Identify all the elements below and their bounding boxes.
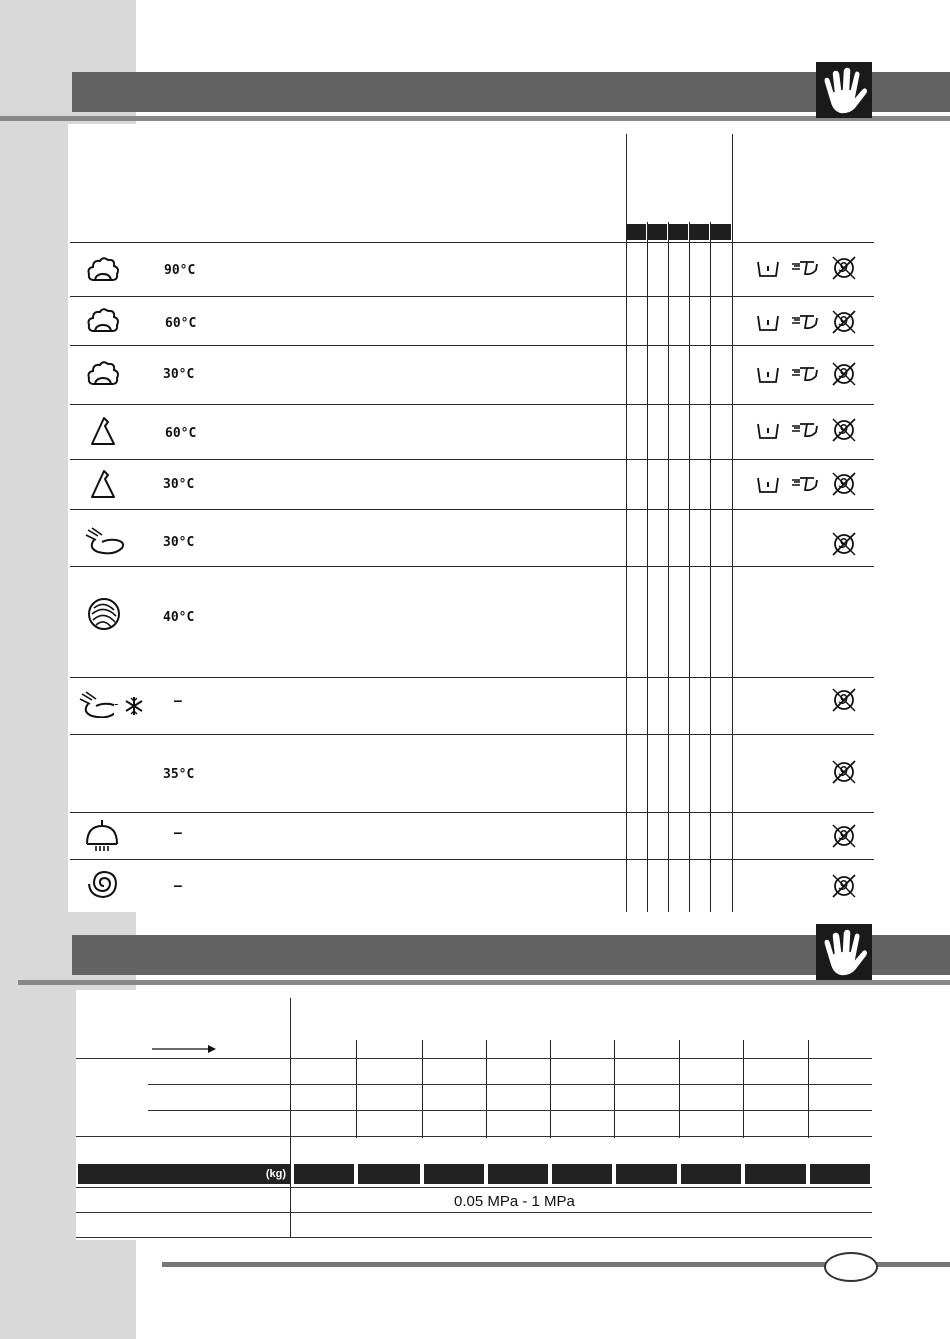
softener-icon [790,258,820,280]
no-spin-icon [832,256,856,280]
delicate-icon [84,526,128,558]
softener-icon [790,420,820,442]
cotton-icon [86,305,122,337]
no-spin-icon [832,874,856,898]
prewash-icon [756,364,780,386]
prewash-icon [756,474,780,496]
program-temperature: – [174,694,182,709]
no-spin-icon [832,824,856,848]
no-spin-icon [832,472,856,496]
program-temperature: 35°C [163,767,195,782]
no-spin-icon [832,310,856,334]
cotton-icon [86,254,122,286]
column-header-block [627,224,646,240]
page-number-badge [824,1252,878,1282]
spin-icon [86,866,122,902]
prewash-icon [756,312,780,334]
cotton-icon [86,358,122,390]
no-spin-icon [832,532,856,556]
column-header-block [711,224,731,240]
rinse-icon [84,818,120,854]
program-temperature: 30°C [163,535,195,550]
delicate-icon [78,690,114,718]
synthetic-icon [88,467,118,501]
program-temperature: 90°C [164,263,196,278]
softener-icon [790,312,820,334]
column-header-block [669,224,688,240]
header-rule [18,980,950,985]
column-header-block [648,224,667,240]
program-temperature: – [174,879,182,894]
prewash-icon [756,258,780,280]
no-spin-icon [832,418,856,442]
water-pressure-value: 0.05 MPa - 1 MPa [454,1193,575,1210]
arrow-right-icon [152,1044,218,1054]
program-temperature: 40°C [163,610,195,625]
hand-icon [816,924,872,980]
no-spin-icon [832,688,856,712]
no-spin-icon [832,760,856,784]
program-temperature: 60°C [165,426,197,441]
prewash-icon [756,420,780,442]
column-header-block [690,224,709,240]
program-temperature: 30°C [163,367,195,382]
program-temperature: 60°C [165,316,197,331]
program-temperature: – [174,826,182,841]
wool-icon [86,596,122,632]
header-rule [0,116,950,121]
program-temperature: 30°C [163,477,195,492]
hand-icon [816,62,872,118]
synthetic-icon [88,414,118,448]
snowflake-icon [124,696,144,716]
capacity-label: (kg) [78,1164,290,1184]
softener-icon [790,364,820,386]
no-spin-icon [832,362,856,386]
softener-icon [790,474,820,496]
